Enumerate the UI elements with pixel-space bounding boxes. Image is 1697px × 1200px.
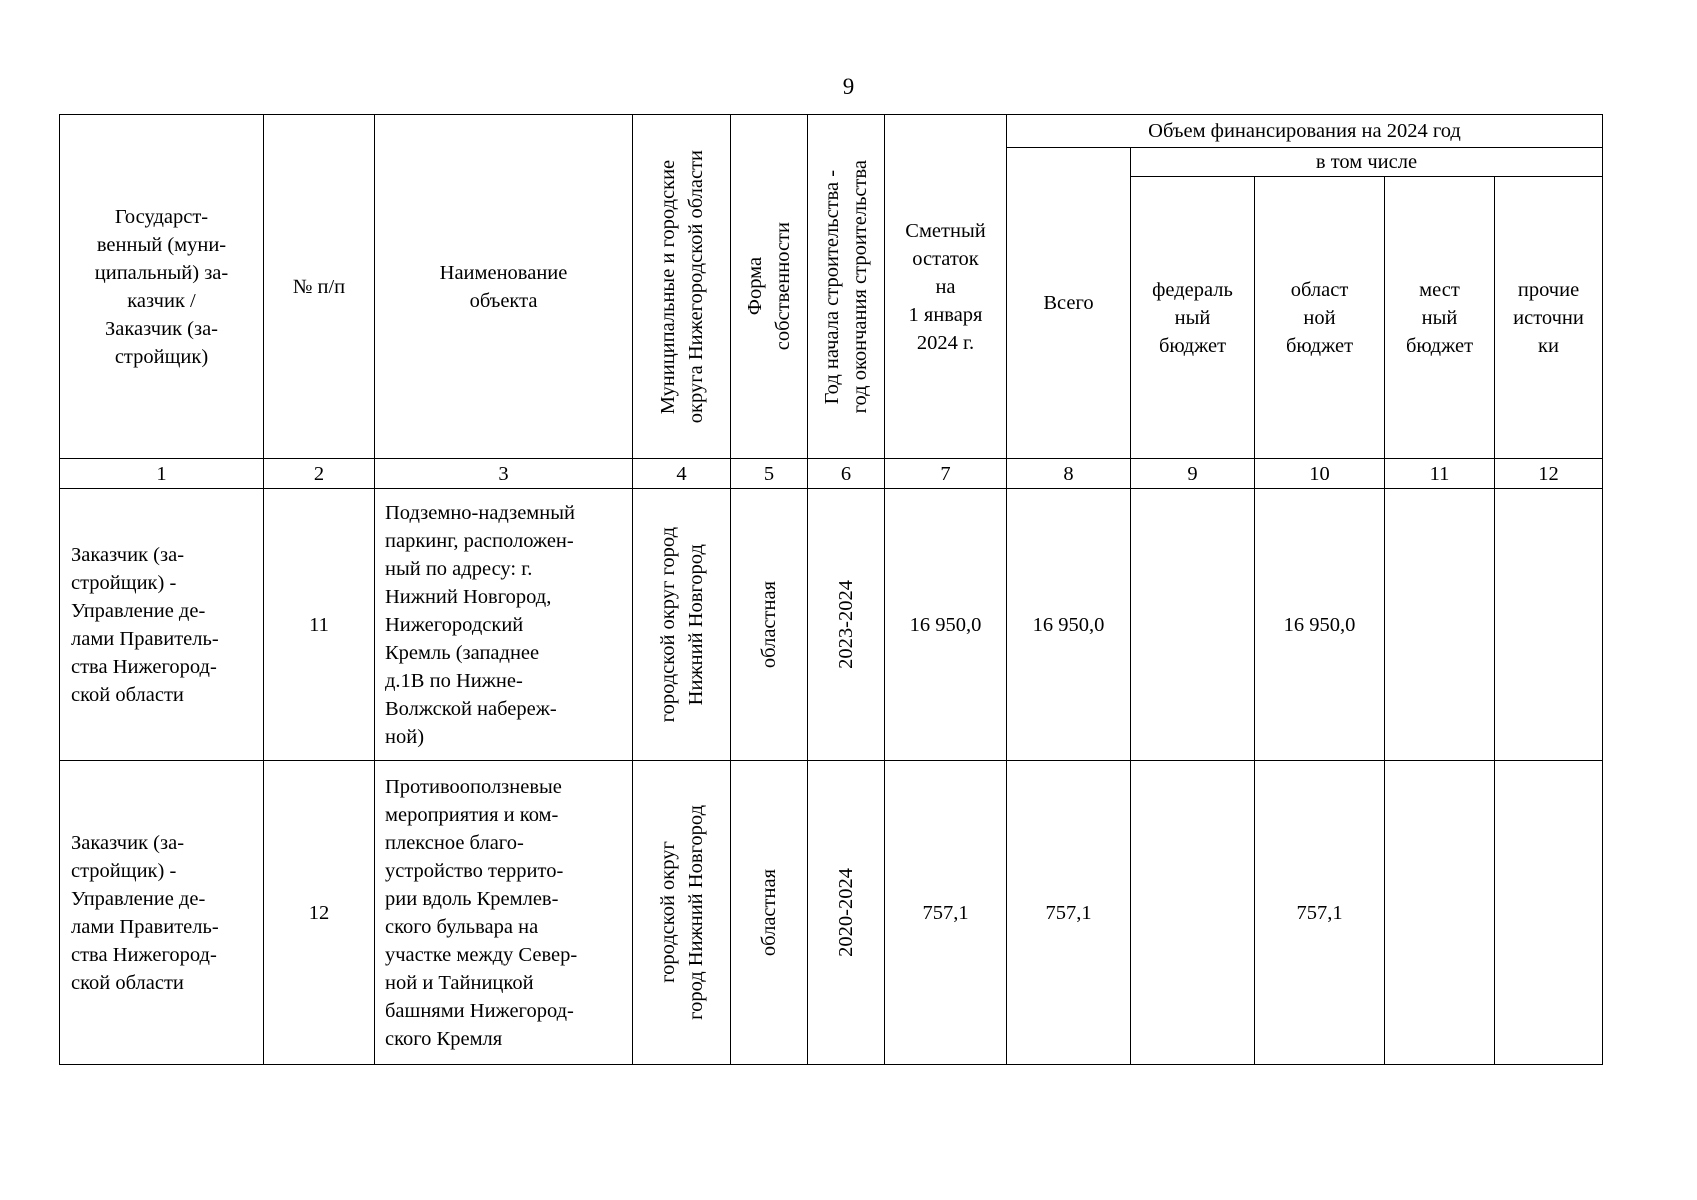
column-number: 7: [885, 459, 1007, 489]
column-number: 3: [375, 459, 633, 489]
header-other: прочие источни ки: [1495, 177, 1603, 459]
row-other: [1495, 761, 1603, 1065]
header-object-name: Наименование объекта: [375, 115, 633, 459]
row-ownership-text: областная: [758, 580, 780, 669]
header-years: [808, 115, 885, 459]
header-number: № п/п: [264, 115, 375, 459]
column-number: 11: [1385, 459, 1495, 489]
header-municipal: [633, 115, 731, 459]
row-other: [1495, 489, 1603, 761]
header-federal: федераль ный бюджет: [1131, 177, 1255, 459]
row-number: 11: [264, 489, 375, 761]
header-funding-title: Объем финансирования на 2024 год: [1007, 115, 1603, 148]
column-number: 2: [264, 459, 375, 489]
header-row-top: [60, 115, 1603, 148]
row-regional: 757,1: [1255, 761, 1385, 1065]
row-local: [1385, 761, 1495, 1065]
row-total: 757,1: [1007, 761, 1131, 1065]
row-years-text: 2023-2024: [835, 580, 857, 669]
column-number: 4: [633, 459, 731, 489]
row-number: 12: [264, 761, 375, 1065]
row-local: [1385, 489, 1495, 761]
row-customer: Заказчик (за- стройщик) - Управление де- лами Правитель- ства Нижегород- ской области: [60, 489, 264, 761]
column-number: 6: [808, 459, 885, 489]
column-number-row: [60, 459, 1603, 489]
header-local: мест ный бюджет: [1385, 177, 1495, 459]
row-ownership: [731, 489, 808, 761]
table-row: [60, 489, 1603, 761]
header-regional: област ной бюджет: [1255, 177, 1385, 459]
row-federal: [1131, 489, 1255, 761]
header-ownership-text: Форма собственности: [744, 222, 794, 351]
header-ownership: [731, 115, 808, 459]
page-number: 9: [842, 74, 855, 99]
table-row: [60, 761, 1603, 1065]
header-including: в том числе: [1131, 148, 1603, 177]
column-number: 8: [1007, 459, 1131, 489]
header-customer: Государст- венный (муни- ципальный) за- казчик / Заказчик (за- стройщик): [60, 115, 264, 459]
header-years-text: Год начала строительства - год окончания строительства: [821, 159, 871, 414]
row-remaining: 757,1: [885, 761, 1007, 1065]
row-regional: 16 950,0: [1255, 489, 1385, 761]
row-object-name: Противооползневые мероприятия и ком- плексное благо- устройство террито- рии вдоль Кремлев- ского бульвара на участке между Север- ной и Тайницкой башнями Нижегород- ского Кремля: [375, 761, 633, 1065]
row-municipal-text: городской округ город Нижний Новгород: [656, 805, 707, 1020]
row-ownership-text: областная: [758, 868, 780, 957]
row-years-text: 2020-2024: [835, 868, 857, 957]
row-remaining: 16 950,0: [885, 489, 1007, 761]
row-municipal-text: городской округ город Нижний Новгород: [656, 526, 707, 723]
column-number: 9: [1131, 459, 1255, 489]
row-federal: [1131, 761, 1255, 1065]
column-number: 12: [1495, 459, 1603, 489]
row-customer: Заказчик (за- стройщик) - Управление де- лами Правитель- ства Нижегород- ской области: [60, 761, 264, 1065]
header-municipal-text: Муниципальные и городские округа Нижегородской области: [656, 149, 707, 424]
row-total: 16 950,0: [1007, 489, 1131, 761]
row-municipal: [633, 761, 731, 1065]
row-ownership: [731, 761, 808, 1065]
financing-table: [59, 114, 1603, 1065]
row-municipal: [633, 489, 731, 761]
column-number: 10: [1255, 459, 1385, 489]
header-total: Всего: [1007, 148, 1131, 459]
row-years: [808, 761, 885, 1065]
row-object-name: Подземно-надземный паркинг, расположен- ный по адресу: г. Нижний Новгород, Нижегородский Кремль (западнее д.1В по Нижне- Волжской набереж- ной): [375, 489, 633, 761]
column-number: 5: [731, 459, 808, 489]
header-remaining: Сметный остаток на 1 января 2024 г.: [885, 115, 1007, 459]
column-number: 1: [60, 459, 264, 489]
row-years: [808, 489, 885, 761]
